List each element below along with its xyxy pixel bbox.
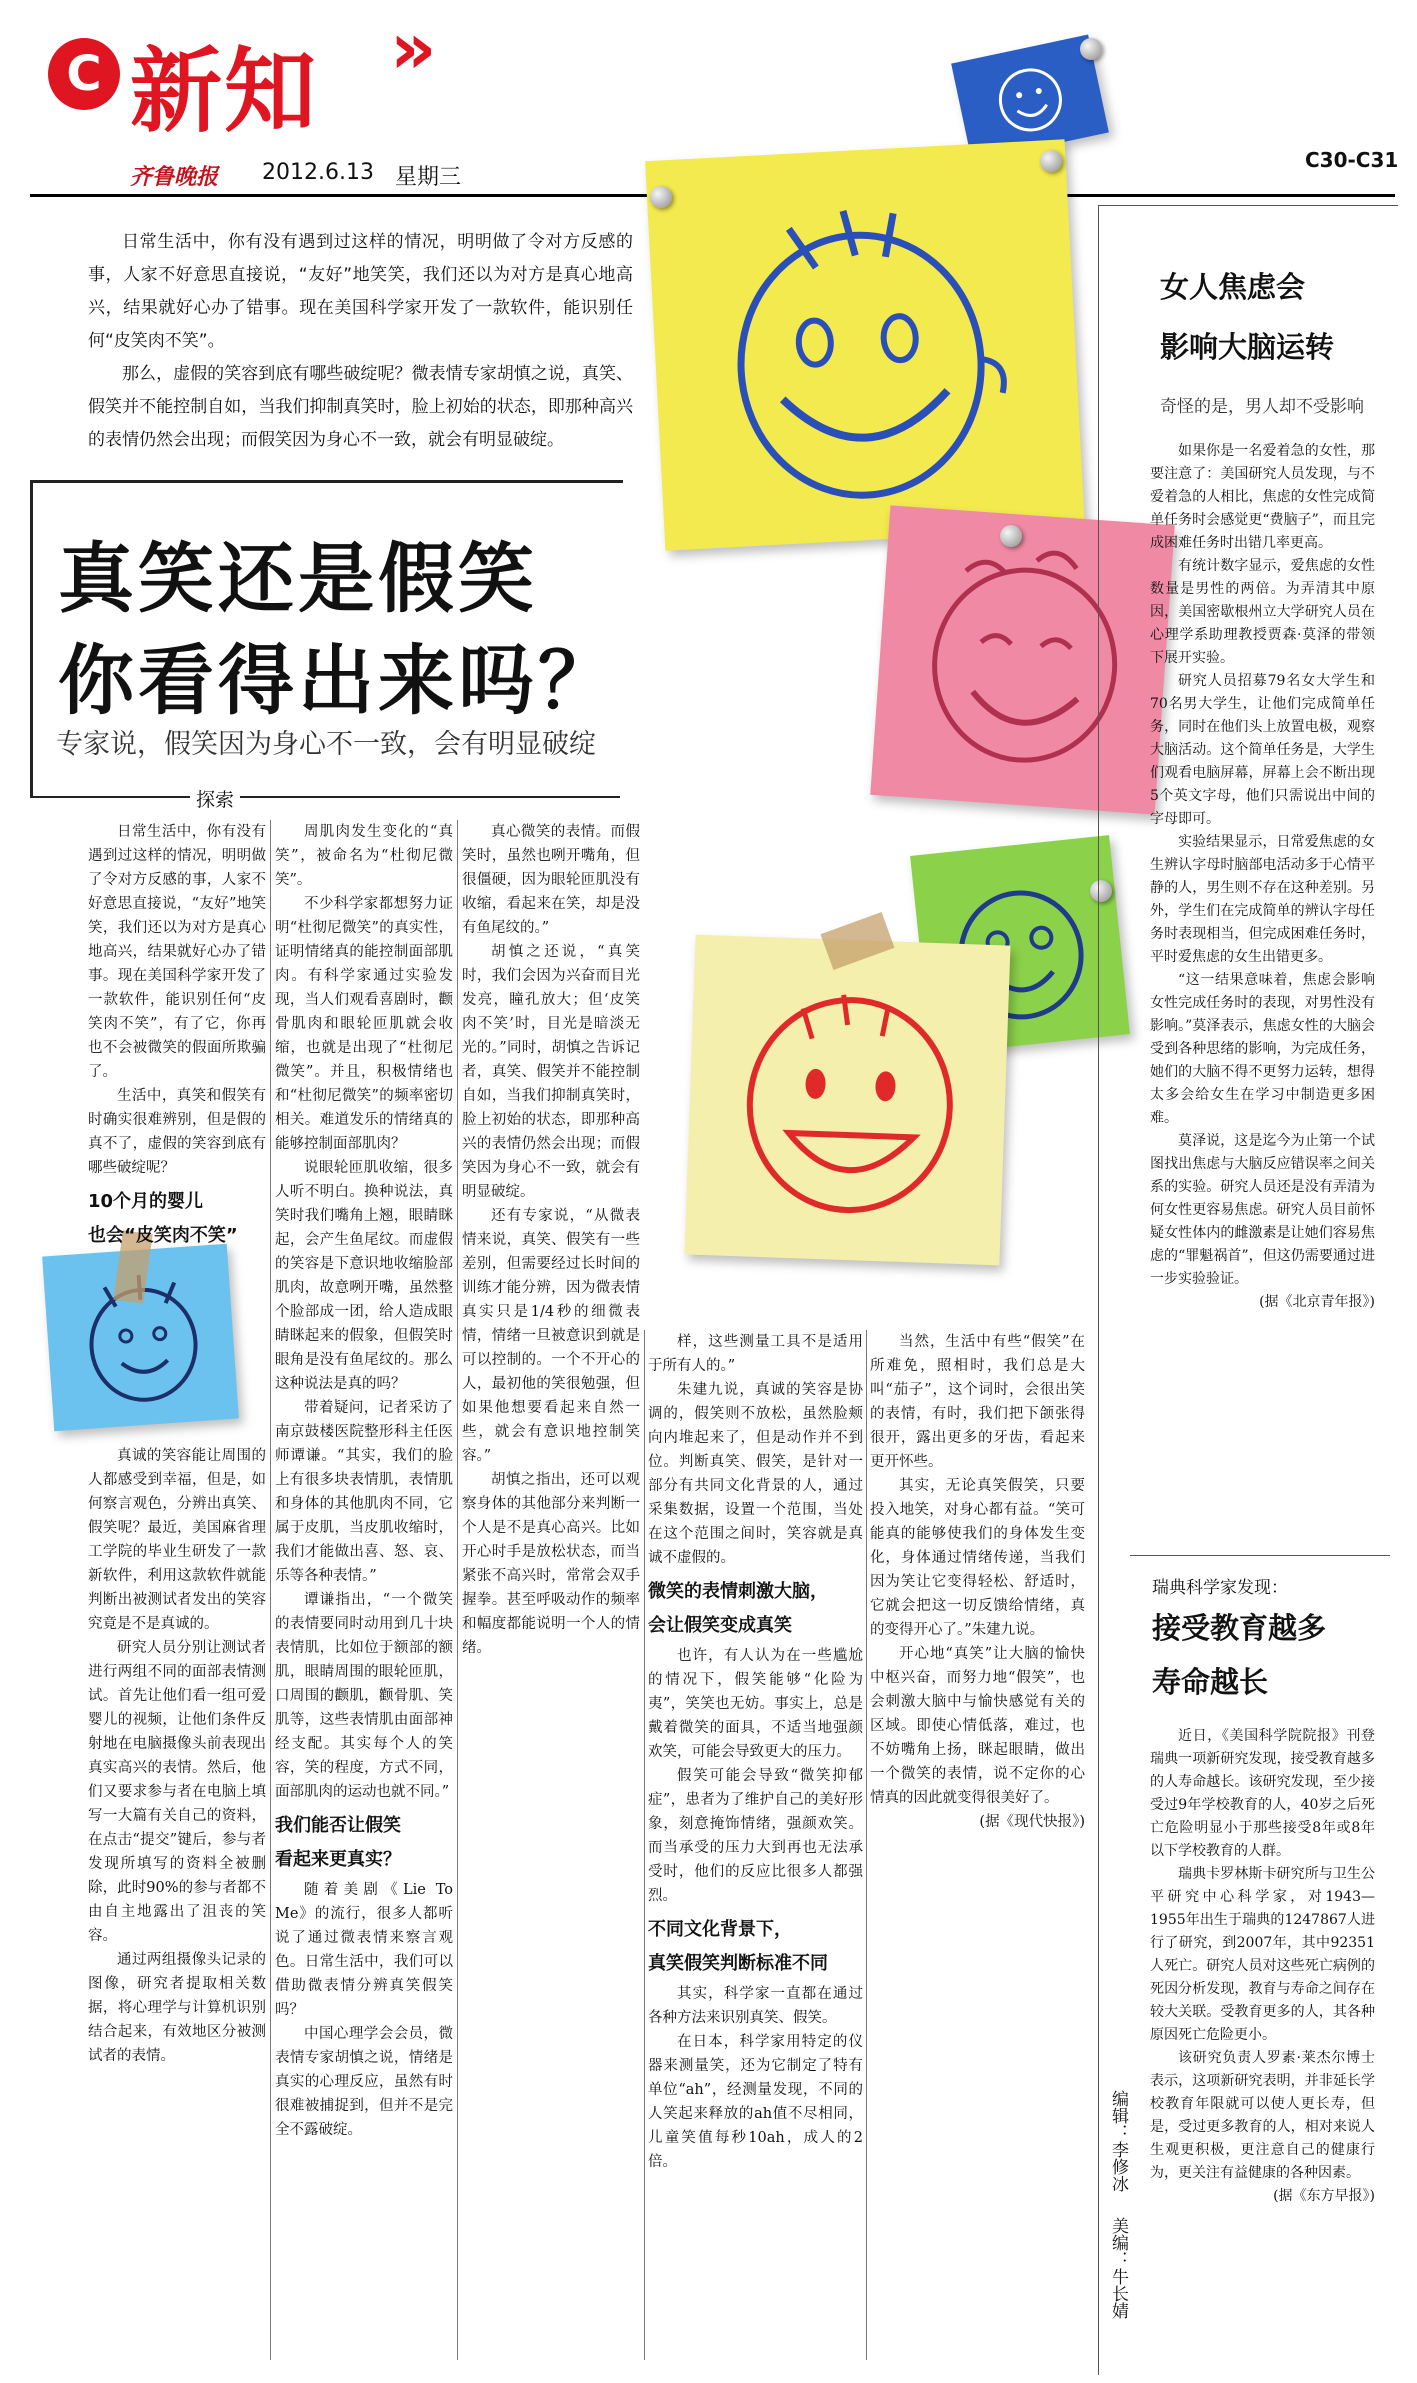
lead-paragraphs [88,226,633,457]
lead-paragraph: 那么，虚假的笑容到底有哪些破绽呢？微表情专家胡慎之说，真笑、假笑并不能控制自如，当我们抑制真笑时，脸上初始的状态，即那种高兴的表情仍然会出现；而假笑因为身心不一致，就会有明显破绽。 [88,364,633,450]
cream-sticky-note-smiley [685,935,1011,1266]
crosshead: 微笑的表情刺激大脑， [648,1581,828,1602]
section-logo: C [48,38,120,110]
newspaper-name: 齐鲁晚报 [130,164,219,190]
body-paragraph: 朱建九说，真诚的笑容是协调的，假笑则不放松，虽然脸颊向内堆起来了，但是动作并不到位。判断真笑、假笑，是针对一部分有共同文化背景的人，通过采集数据，设置一个范围，当处在这个范围之间时，笑容就是真诚不虚假的。 [648,1382,863,1566]
crosshead: 我们能否让假笑 [275,1815,401,1836]
column-divider [866,1330,867,2360]
lead-paragraph: 日常生活中，你有没有遇到过这样的情况，明明做了令对方反感的事，人家不好意思直接说，“友好”地笑笑，我们还以为对方是真心地高兴，结果就好心办了错事。现在美国科学家开发了一款软件，能识别任何“皮笑肉不笑”。 [88,232,633,351]
sidebar-headline-2: 影响大脑运转 [1160,330,1335,364]
article-column-2 [275,820,453,2360]
body-paragraph: 胡慎之还说，“真笑时，我们会因为兴奋而目光发亮，瞳孔放大；但‘皮笑肉不笑’时，目光是暗淡无光的。”同时，胡慎之告诉记者，真笑、假笑并不能控制自如，当我们抑制真笑时，脸上初始的状态，即那种高兴的表情仍然会出现；而假笑因为身心不一致，就会有明显破绽。 [462,944,640,1200]
source-credit: (据《东方早报》) [1273,2188,1375,2204]
body-paragraph: 还有专家说，“从微表情来说，真笑、假笑有一些差别，但需要经过长时间的训练才能分辨，因为微表情真实只是1/4秒的细微表情，情绪一旦被意识到就是可以控制的。一个不开心的人，最初他的笑很勉强，但如果他想要看起来自然一些，就会有意识地控制笑容。” [462,1208,640,1464]
article-column-1 [88,820,266,2360]
pink-face-icon [870,505,1175,814]
issue-weekday: 星期三 [395,165,462,190]
body-paragraph: 在日本，科学家用特定的仪器来测量笑，还为它制定了特有单位“ah”，经测量发现，不同的人笑起来释放的ah值不尽相同，儿童笑值每秒10ah，成人的2倍。 [648,2034,863,2170]
pushpin-icon [650,186,672,208]
pink-sticky-note-smiley [870,505,1175,814]
body-paragraph: 也许，有人认为在一些尴尬的情况下，假笑能够“化险为夷”，笑笑也无妨。事实上，总是戴着微笑的面具，不适当地强颜欢笑，可能会导致更大的压力。 [648,1648,863,1760]
headline-line-2: 你看得出来吗？ [58,636,618,725]
crosshead: 不同文化背景下， [648,1919,792,1940]
section-mark: » [390,6,437,90]
subheadline: 专家说，假笑因为身心不一致，会有明显破绽 [56,729,596,760]
column-tag: 探索 [190,785,240,812]
column-divider [270,820,271,2360]
sidebar-headline-3: 接受教育越多 [1152,1611,1327,1645]
column-divider [457,820,458,2360]
cream-face-icon [685,935,1011,1266]
yellow-sticky-note-smiley [645,139,1085,550]
body-paragraph: 真诚的笑容能让周围的人都感受到幸福，但是，如何察言观色，分辨出真笑、假笑呢？最近，美国麻省理工学院的毕业生研发了一款新软件，利用这款软件就能判断出被测试者发出的笑容究竟是不是真诚的。 [88,1448,266,1632]
body-paragraph: 有统计数字显示，爱焦虑的女性数量是男性的两倍。为弄清其中原因，美国密歇根州立大学研究人员在心理学系助理教授贾森·莫泽的带领下展开实验。 [1150,558,1375,666]
page-credits [1104,2090,1130,2319]
body-paragraph: 研究人员分别让测试者进行两组不同的面部表情测试。首先让他们看一组可爱婴儿的视频，让他们条件反射地在电脑摄像头前表现出真实高兴的表情。然后，他们又要求参与者在电脑上填写一大篇有关自己的资料，在点击“提交”键后，参与者发现所填写的资料全被删除，此时90%的参与者都不由自主地露出了沮丧的笑容。 [88,1640,266,1944]
column-divider [644,1330,645,2360]
body-paragraph: 瑞典卡罗林斯卡研究所与卫生公平研究中心科学家，对1943—1955年出生于瑞典的1247867人进行了研究，到2007年，其中92351人死亡。研究人员对这些死亡病例的死因分析发现，教育与寿命之间存在较大关联。受教育更多的人，其各种原因死亡危险更小。 [1150,1866,1375,2043]
pushpin-icon [1090,880,1112,902]
body-paragraph: 假笑可能会导致“微笑抑郁症”，患者为了维护自己的美好形象，刻意掩饰情绪，强颜欢笑。而当承受的压力大到再也无法承受时，他们的反应比很多人都强烈。 [648,1768,863,1904]
sidebar-headline-4: 寿命越长 [1152,1665,1269,1699]
sidebar-article-1 [1150,440,1375,1510]
source-credit: (据《北京青年报》) [1259,1294,1375,1310]
crosshead: 也会“皮笑肉不笑” [88,1225,238,1246]
sidebar-article-2 [1150,1725,1375,2365]
body-paragraph: 带着疑问，记者采访了南京鼓楼医院整形科主任医师谭谦。“其实，我们的脸上有很多块表情肌，表情肌和身体的其他肌肉不同，它属于皮肌，当皮肌收缩时，我们才能做出喜、怒、哀、乐等各种表情。” [275,1400,453,1584]
crosshead: 看起来更真实？ [275,1849,401,1870]
body-paragraph: 样，这些测量工具不是适用于所有人的。” [648,1334,863,1374]
body-paragraph: 近日，《美国科学院院报》刊登瑞典一项新研究发现，接受教育越多的人寿命越长。该研究发现，至少接受过9年学校教育的人，40岁之后死亡危险明显小于那些接受8年或8年以下学校教育的人群。 [1150,1728,1375,1859]
body-paragraph: 生活中，真笑和假笑有时确实很难辨别，但是假的真不了，虚假的笑容到底有哪些破绽呢？ [88,1088,266,1176]
headline-underline [30,796,620,798]
crosshead: 会让假笑变成真笑 [648,1615,792,1636]
body-paragraph: 中国心理学会会员，微表情专家胡慎之说，情绪是真实的心理反应，虽然有时很难被捕捉到，但并不是完全不露破绽。 [275,2026,453,2138]
body-paragraph: 其实，无论真笑假笑，只要投入地笑，对身心都有益。“笑可能真的能够使我们的身体发生变化，身体通过情绪传递，当我们因为笑让它变得轻松、舒适时，它就会把这一切反馈给情绪，真的变得开心了。”朱建九说。 [870,1478,1085,1638]
page-numbers: C30-C31 [1305,148,1399,172]
body-paragraph: 实验结果显示，日常爱焦虑的女生辨认字母时脑部电活动多于心情平静的人，男生则不存在这种差别。另外，学生们在完成简单的辨认字母任务时表现相当，但完成困难任务时，平时爱焦虑的女生出错更多。 [1150,834,1375,965]
designer-credit: 美编：牛长婧 [1108,2217,1128,2320]
pushpin-icon [1000,525,1022,547]
sidebar-divider [1130,1555,1390,1556]
sidebar-headline-1: 女人焦虑会 [1160,270,1306,304]
section-title: 新知 [130,38,319,145]
note-wrap-space [88,1254,238,1444]
body-paragraph: 研究人员招募79名女大学生和70名男大学生，让他们完成简单任务，同时在他们头上放置电极，观察大脑活动。这个简单任务是，大学生们观看电脑屏幕，屏幕上会不断出现5个英文字母，他们只需说出中间的字母即可。 [1150,673,1375,827]
issue-date: 2012.6.13 [262,160,374,185]
body-paragraph: 通过两组摄像头记录的图像，研究者提取相关数据，将心理学与计算机识别结合起来，有效地区分被测试者的表情。 [88,1952,266,2064]
headline-line-1: 真笑还是假笑 [58,534,538,623]
crosshead: 真笑假笑判断标准不同 [648,1953,828,1974]
pushpin-icon [1040,150,1062,172]
source-credit: (据《现代快报》) [979,1814,1085,1830]
sidebar-rule [1098,205,1099,2375]
body-paragraph: 开心地“真笑”让大脑的愉快中枢兴奋，而努力地“假笑”，也会刺激大脑中与愉快感觉有关的区域。即使心情低落，难过，也不妨嘴角上扬，眯起眼睛，做出一个微笑的表情，说不定你的心情真的因此就变得很美好了。 [870,1646,1085,1806]
body-paragraph: 随着美剧《Lie To Me》的流行，很多人都听说了通过微表情来察言观色。日常生活中，我们可以借助微表情分辨真笑假笑吗？ [275,1882,453,2018]
body-paragraph: 如果你是一名爱着急的女性，那要注意了：美国研究人员发现，与不爱着急的人相比，焦虑的女性完成简单任务时会感觉更“费脑子”，而且完成困难任务时出错几率更高。 [1150,443,1375,551]
body-paragraph: “这一结果意味着，焦虑会影响女性完成任务时的表现，对男性没有影响。”莫泽表示，焦虑女性的大脑会受到各种思绪的影响，为完成任务，她们的大脑不得不更努力运转，想得太多会给女生在学习中制造更多困难。 [1150,972,1375,1126]
article-column-4 [648,1330,863,2360]
article-column-5 [870,1330,1085,2360]
body-paragraph: 其实，科学家一直都在通过各种方法来识别真笑、假笑。 [648,1986,863,2026]
body-paragraph: 胡慎之指出，还可以观察身体的其他部分来判断一个人是不是真心高兴。比如开心时手是放松状态，而当紧张不高兴时，常常会双手握拳。甚至呼吸动作的频率和幅度都能说明一个人的情绪。 [462,1472,640,1656]
yellow-face-icon [645,139,1085,550]
body-paragraph: 周肌肉发生变化的“真笑”，被命名为“杜彻尼微笑”。 [275,824,453,888]
sidebar-kicker: 瑞典科学家发现： [1152,1578,1288,1598]
body-paragraph: 谭谦指出，“一个微笑的表情要同时动用到几十块表情肌，比如位于额部的额肌，眼睛周围的眼轮匝肌，口周围的颧肌，颧骨肌、笑肌等，这些表情肌由面部神经支配。其实每个人的笑容，笑的程度，方式不同，面部肌肉的运动也就不同。” [275,1592,453,1800]
crosshead: 10个月的婴儿 [88,1191,204,1212]
body-paragraph: 真心微笑的表情。而假笑时，虽然也咧开嘴角，但很僵硬，因为眼轮匝肌没有收缩，看起来在笑，却是没有鱼尾纹的。” [462,824,640,936]
article-column-3 [462,820,640,2360]
body-paragraph: 不少科学家都想努力证明“杜彻尼微笑”的真实性，证明情绪真的能控制面部肌肉。有科学家通过实验发现，当人们观看喜剧时，颧骨肌肉和眼轮匝肌就会收缩，也就是出现了“杜彻尼微笑”。并且，积极情绪也和“杜彻尼微笑”的频率密切相关。难道发乐的情绪真的能够控制面部肌肉？ [275,896,453,1152]
body-paragraph: 当然，生活中有些“假笑”在所难免，照相时，我们总是大叫“茄子”，这个词时，会很出笑的表情，有时，我们把下颌张得很开，露出更多的牙齿，看起来更开怀些。 [870,1334,1085,1470]
sidebar-top-rule [1098,205,1398,206]
editor-credit: 编辑：李修冰 [1108,2090,1128,2192]
body-paragraph: 莫泽说，这是迄今为止第一个试图找出焦虑与大脑反应错误率之间关系的实验。研究人员还是没有弄清为何女性更容易焦虑。研究人员目前怀疑女性体内的雌激素是让她们容易焦虑的“罪魁祸首”，但这仍需要通过进一步实验验证。 [1150,1133,1375,1287]
body-paragraph: 说眼轮匝肌收缩，很多人听不明白。换种说法，真笑时我们嘴角上翘，眼睛眯起，会产生鱼尾纹。而虚假的笑容是下意识地收缩脸部肌肉，故意咧开嘴，虽然整个脸部成一团，给人造成眼睛眯起来的假象，但假笑时眼角是没有鱼尾纹的。那么这种说法是真的吗？ [275,1160,453,1392]
body-paragraph: 该研究负责人罗素·莱杰尔博士表示，这项新研究表明，并非延长学校教育年限就可以使人更长寿，但是，受过更多教育的人，相对来说人生观更积极，更注意自己的健康行为，更关注有益健康的各种因素。 [1150,2050,1375,2181]
body-paragraph: 日常生活中，你有没有遇到过这样的情况，明明做了令对方反感的事，人家不好意思直接说，“友好”地笑笑，我们还以为对方是真心地高兴，结果就好心办了错事。现在美国科学家开发了一款软件，能识别任何“皮笑肉不笑”，有了它，你再也不会被微笑的假面所欺骗了。 [88,824,266,1080]
sidebar-deck: 奇怪的是，男人却不受影响 [1160,397,1364,417]
pushpin-icon [1080,38,1102,60]
